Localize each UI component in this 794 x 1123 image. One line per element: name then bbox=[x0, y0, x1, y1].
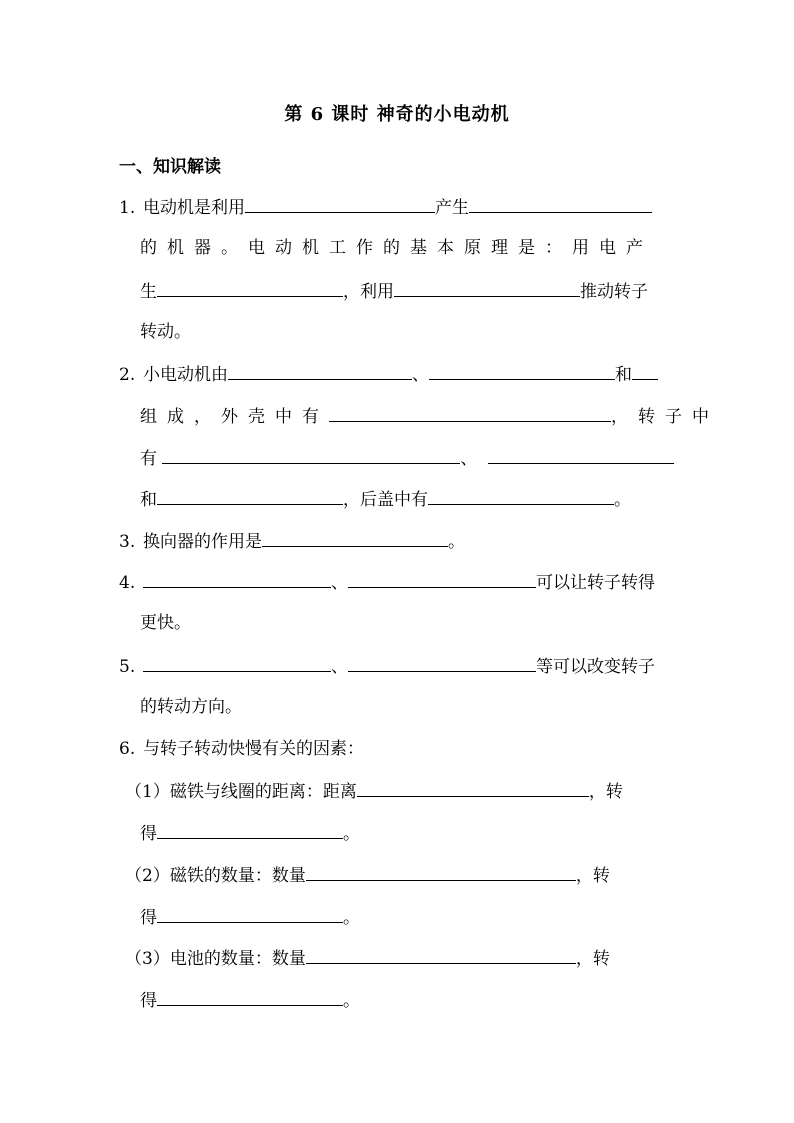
text: 磁铁的数量：数量 bbox=[169, 866, 306, 886]
answer-blank[interactable] bbox=[306, 945, 576, 964]
question-3 bbox=[119, 528, 465, 552]
question-number: 3. bbox=[119, 532, 136, 552]
text: 生 bbox=[140, 282, 157, 302]
text: 、 bbox=[331, 573, 348, 593]
text: 可以让转子转得 bbox=[536, 573, 655, 593]
text: 。 bbox=[614, 490, 631, 510]
text: 和 bbox=[140, 490, 157, 510]
text: 的转动方向。 bbox=[140, 697, 242, 717]
answer-blank[interactable] bbox=[348, 569, 536, 588]
text: ，利用 bbox=[343, 282, 394, 302]
question-number: 1. bbox=[119, 198, 136, 218]
question-2-line-2 bbox=[140, 403, 719, 427]
text: 等可以改变转子 bbox=[536, 657, 655, 677]
section-heading: 一、知识解读 bbox=[119, 157, 221, 177]
answer-blank[interactable] bbox=[143, 653, 331, 672]
question-6-2-line-1 bbox=[125, 862, 610, 886]
text: 换向器的作用是 bbox=[143, 532, 262, 552]
text: 转动。 bbox=[140, 322, 191, 342]
text: 磁铁与线圈的距离：距离 bbox=[169, 782, 357, 802]
page-title: 第 6 课时 神奇的小电动机 bbox=[284, 104, 510, 125]
answer-blank[interactable] bbox=[329, 403, 611, 422]
answer-blank[interactable] bbox=[262, 528, 448, 547]
text: 的机器。电动机工作的基本原理是：用电产 bbox=[140, 238, 653, 258]
answer-blank[interactable] bbox=[157, 278, 343, 297]
text: 和 bbox=[615, 365, 632, 385]
answer-blank[interactable] bbox=[228, 361, 412, 380]
text: 小电动机由 bbox=[143, 365, 228, 385]
answer-blank[interactable] bbox=[245, 194, 435, 213]
question-6-3-line-1 bbox=[125, 945, 610, 969]
text: 电动机是利用 bbox=[143, 198, 245, 218]
answer-blank[interactable] bbox=[348, 653, 536, 672]
question-5-line-1 bbox=[119, 653, 655, 677]
text: 、 bbox=[412, 365, 429, 385]
text: ，转 bbox=[588, 782, 623, 802]
question-6-1-line-2 bbox=[140, 820, 360, 844]
sub-label: （3） bbox=[125, 949, 170, 969]
answer-blank[interactable] bbox=[162, 445, 460, 464]
question-2-line-4 bbox=[140, 486, 631, 510]
text: 电池的数量：数量 bbox=[169, 949, 306, 969]
text: 。 bbox=[448, 532, 465, 552]
question-6-3-line-2 bbox=[140, 987, 360, 1011]
question-1-line-1 bbox=[119, 194, 652, 218]
sub-label: （2） bbox=[125, 866, 170, 886]
text: 更快。 bbox=[140, 613, 191, 633]
question-6-2-line-2 bbox=[140, 904, 360, 928]
question-2-line-1 bbox=[119, 361, 658, 385]
text: 得 bbox=[140, 991, 157, 1011]
answer-blank[interactable] bbox=[157, 486, 343, 505]
answer-blank[interactable] bbox=[306, 862, 576, 881]
answer-blank[interactable] bbox=[157, 820, 343, 839]
answer-blank[interactable] bbox=[428, 486, 614, 505]
question-number: 2. bbox=[119, 365, 136, 385]
question-number: 6. bbox=[119, 739, 136, 759]
text: 得 bbox=[140, 908, 157, 928]
answer-blank[interactable] bbox=[394, 278, 580, 297]
question-1-line-3 bbox=[140, 278, 648, 302]
answer-blank[interactable] bbox=[632, 361, 658, 380]
text: 组成，外壳中有 bbox=[140, 407, 329, 427]
text: 、 bbox=[331, 657, 348, 677]
text: 有 bbox=[140, 449, 157, 469]
question-1-line-2 bbox=[140, 236, 653, 260]
question-6-intro bbox=[119, 737, 364, 761]
text: 、 bbox=[460, 449, 478, 469]
question-6-1-line-1 bbox=[125, 778, 623, 802]
text: 产生 bbox=[435, 198, 469, 218]
sub-label: （1） bbox=[125, 782, 170, 802]
text: 得 bbox=[140, 824, 157, 844]
text: 与转子转动快慢有关的因素： bbox=[143, 739, 364, 759]
question-number: 5. bbox=[119, 657, 136, 677]
answer-blank[interactable] bbox=[357, 778, 589, 797]
text: 推动转子 bbox=[580, 282, 648, 302]
answer-blank[interactable] bbox=[488, 445, 674, 464]
answer-blank[interactable] bbox=[157, 987, 343, 1006]
question-4-line-2 bbox=[140, 611, 191, 635]
question-2-line-3 bbox=[140, 445, 674, 469]
text: ，转 bbox=[575, 866, 610, 886]
question-number: 4. bbox=[119, 573, 136, 593]
question-1-line-4 bbox=[140, 320, 191, 344]
answer-blank[interactable] bbox=[157, 904, 343, 923]
text: ，后盖中有 bbox=[343, 490, 428, 510]
answer-blank[interactable] bbox=[143, 569, 331, 588]
text: 。 bbox=[343, 824, 360, 844]
answer-blank[interactable] bbox=[469, 194, 652, 213]
question-4-line-1 bbox=[119, 569, 655, 593]
text: 。 bbox=[343, 991, 360, 1011]
text: ，转子中 bbox=[611, 407, 719, 427]
answer-blank[interactable] bbox=[429, 361, 615, 380]
text: ，转 bbox=[575, 949, 610, 969]
text: 。 bbox=[343, 908, 360, 928]
question-5-line-2 bbox=[140, 695, 242, 719]
